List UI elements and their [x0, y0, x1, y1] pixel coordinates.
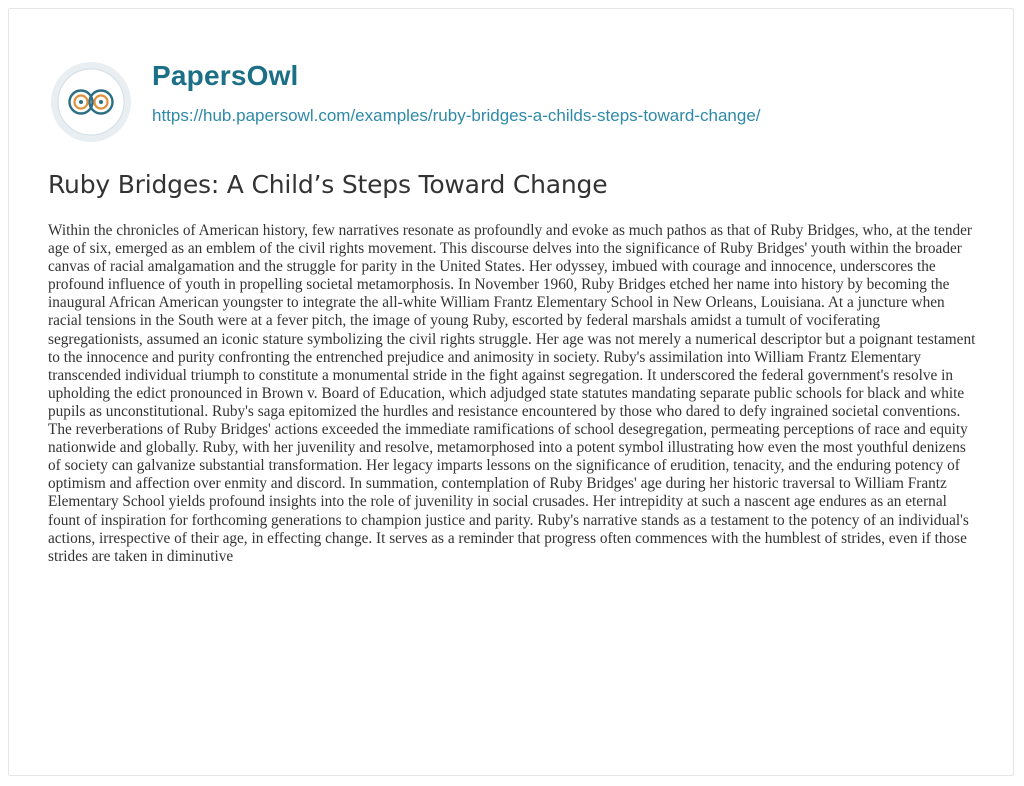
brand-name[interactable]: PapersOwl [152, 60, 299, 91]
article-body: Within the chronicles of American history, few narratives resonate as profoundly and evoke as much pathos as that of Ruby Bridges, who, at the tender age of six, emerged as an emblem of the civil rights movement. This discourse delves into the significance of Ruby Bridges' youth within the broader canvas of racial amalgamation and the struggle for parity in the United States. Her odyssey, imbued with courage and innocence, underscores the profound influence of youth in propelling societal metamorphosis. In November 1960, Ruby Bridges etched her name into history by becoming the inaugural African American youngster to integrate the all-white William Frantz Elementary School in New Orleans, Louisiana. At a juncture when racial tensions in the South were at a fever pitch, the image of young Ruby, escorted by federal marshals amidst a tumult of vociferating segregationists, assumed an iconic stature symbolizing the civil rights struggle. Her age was not merely a numerical descriptor but a poignant testament to the innocence and purity confronting the entrenched prejudice and animosity in society. Ruby's assimilation into William Frantz Elementary transcended individual triumph to constitute a monumental stride in the fight against segregation. It underscored the federal government's resolve in upholding the edict pronounced in Brown v. Board of Education, which adjudged state statutes mandating separate public schools for black and white pupils as unconstitutional. Ruby's saga epitomized the hurdles and resistance encountered by those who dared to defy ingrained societal conventions. The reverberations of Ruby Bridges' actions exceeded the immediate ramifications of school desegregation, permeating perceptions of race and equity nationwide and globally. Ruby, with her juvenility and resolve, metamorphosed into a potent symbol illustrating how even the most youthful denizens of society can galvanize substantial transformation. Her legacy imparts lessons on the significance of erudition, tenacity, and the enduring potency of optimism and affection over enmity and discord. In summation, contemplation of Ruby Bridges' age during her historic traversal to William Frantz Elementary School yields profound insights into the role of juvenility in social crusades. Her intrepidity at such a nascent age endures as an eternal fount of inspiration for forthcoming generations to champion justice and parity. Ruby's narrative stands as a testament to the potency of an individual's actions, irrespective of their age, in effecting change. It serves as a reminder that progress often commences with the humblest of strides, even if those strides are taken in diminutive [48, 222, 976, 565]
owl-eyes-logo-icon [48, 59, 134, 145]
article-title: Ruby Bridges: A Child’s Steps Toward Change [48, 170, 608, 199]
site-header [48, 58, 988, 138]
article-url-link[interactable]: https://hub.papersowl.com/examples/ruby-bridges-a-childs-steps-toward-change/ [152, 106, 761, 125]
